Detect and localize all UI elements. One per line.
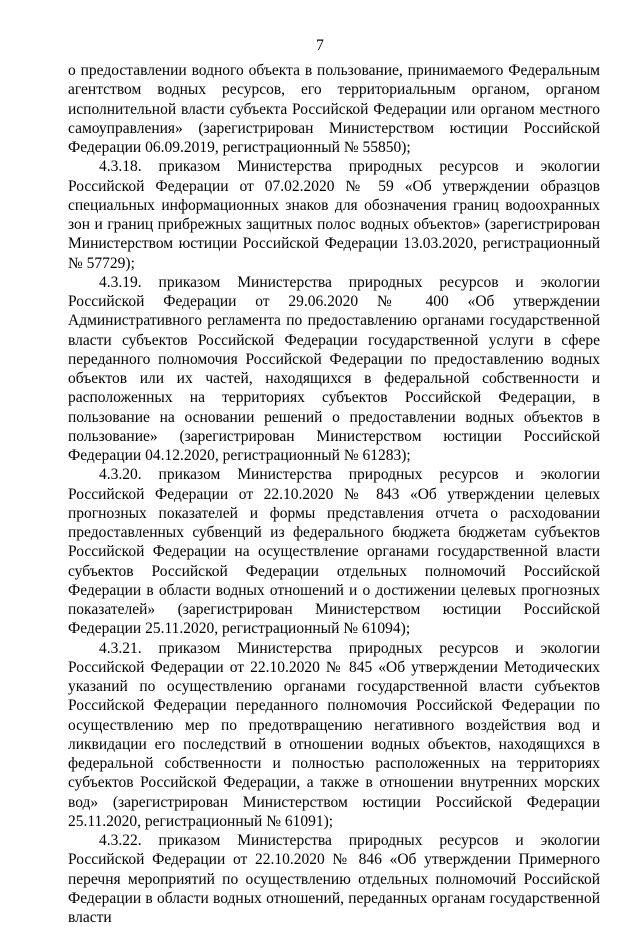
page-number: 7 <box>316 37 324 54</box>
paragraph-item-4-3-21: 4.3.21. приказом Министерства природных ресурсов и экологии Российской Федерации от 22.10.2020 № 845 «Об утверждении Методических указаний по осуществлению органами государственной власти субъектов Российской Федерации переданного полномочия Российской Федерации по осуществлению мер по предотвращению негативного воздействия вод и ликвидации его последствий в отношении водных объектов, находящихся в федеральной собственности и полностью расположенных на территориях субъектов Российской Федерации, а также в отношении внутренних морских вод» (зарегистрирован Министерством юстиции Российской Федерации 25.11.2020, регистрационный № 61091); <box>68 639 600 830</box>
paragraph-item-4-3-20: 4.3.20. приказом Министерства природных ресурсов и экологии Российской Федерации от 22.10.2020 № 843 «Об утверждении целевых прогнозных показателей и формы представления отчета о расходовании предоставленных субвенций из федерального бюджета бюджетам субъектов Российской Федерации на осуществление органами государственной власти субъектов Российской Федерации отдельных полномочий Российской Федерации в области водных отношений и о достижении целевых прогнозных показателей» (зарегистрирован Министерством юстиции Российской Федерации 25.11.2020, регистрационный № 61094); <box>68 466 600 638</box>
document-body <box>68 61 600 927</box>
paragraph-item-4-3-18: 4.3.18. приказом Министерства природных ресурсов и экологии Российской Федерации от 07.02.2020 № 59 «Об утверждении образцов специальных информационных знаков для обозначения границ водоохранных зон и границ прибрежных защитных полос водных объектов» (зарегистрирован Министерством юстиции Российской Федерации 13.03.2020, регистрационный № 57729); <box>68 158 600 272</box>
paragraph-continuation: о предоставлении водного объекта в пользование, принимаемого Федеральным агентством водных ресурсов, его территориальным органом, органом исполнительной власти субъекта Российской Федерации или органом местного самоуправления» (зарегистрирован Министерством юстиции Российской Федерации 06.09.2019, регистрационный № 55850); <box>68 62 600 156</box>
paragraph-item-4-3-22: 4.3.22. приказом Министерства природных ресурсов и экологии Российской Федерации от 22.10.2020 № 846 «Об утверждении Примерного перечня мероприятий по осуществлению отдельных полномочий Российской Федерации в области водных отношений, переданных органам государственной власти <box>68 832 600 926</box>
paragraph-item-4-3-19: 4.3.19. приказом Министерства природных ресурсов и экологии Российской Федерации от 29.06.2020 № 400 «Об утверждении Административного регламента по предоставлению органами государственной власти субъектов Российской Федерации государственной услуги в сфере переданного полномочия Российской Федерации по предоставлению водных объектов или их частей, находящихся в федеральной собственности и расположенных на территориях субъектов Российской Федерации, в пользование на основании решений о предоставлении водных объектов в пользование» (зарегистрирован Министерством юстиции Российской Федерации 04.12.2020, регистрационный № 61283); <box>68 273 600 464</box>
